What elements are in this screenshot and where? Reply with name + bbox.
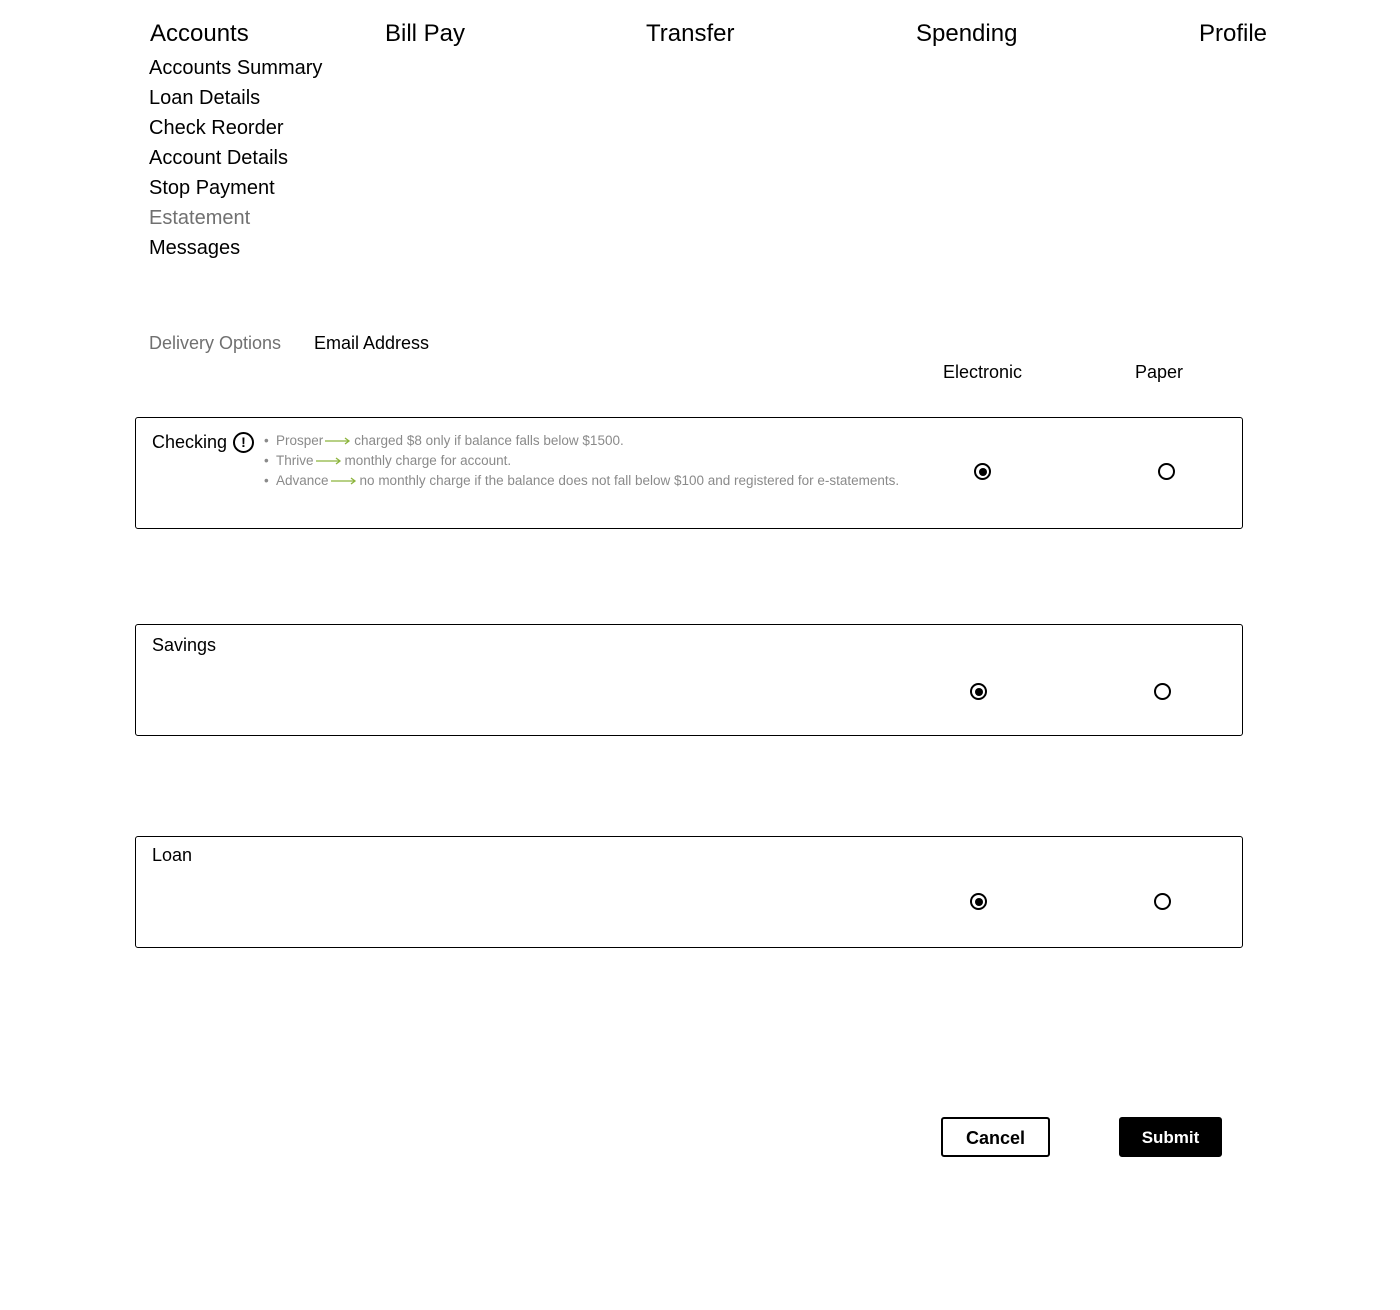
savings-title: Savings	[152, 635, 217, 655]
savings-electronic-radio[interactable]	[970, 683, 987, 700]
checking-title: Checking	[152, 432, 228, 452]
submenu-check-reorder[interactable]: Check Reorder	[149, 117, 284, 139]
checking-electronic-radio[interactable]	[974, 463, 991, 480]
nav-profile[interactable]: Profile	[1199, 20, 1268, 47]
note-advance-text: no monthly charge if the balance does not fall below $100 and registered for e-statements.	[359, 473, 900, 488]
note-thrive-text: monthly charge for account.	[344, 453, 512, 468]
note-advance-name: Advance	[276, 473, 329, 488]
note-thrive-name: Thrive	[276, 453, 314, 468]
submenu-accounts-summary[interactable]: Accounts Summary	[149, 57, 323, 79]
checking-panel	[135, 417, 1243, 529]
loan-title: Loan	[152, 845, 193, 865]
note-prosper-text: charged $8 only if balance falls below $1500.	[354, 433, 624, 448]
nav-accounts[interactable]: Accounts	[150, 20, 249, 47]
note-thrive: • Thrive monthly charge for account.	[264, 453, 512, 468]
note-prosper-name: Prosper	[276, 433, 324, 448]
submenu-account-details[interactable]: Account Details	[149, 147, 288, 169]
tab-delivery-options[interactable]: Delivery Options	[149, 333, 282, 353]
arrow-right-icon	[331, 477, 357, 485]
note-advance: • Advance no monthly charge if the balance does not fall below $100 and registered for e-statements.	[264, 473, 900, 488]
loan-paper-radio[interactable]	[1154, 893, 1171, 910]
submenu-loan-details[interactable]: Loan Details	[149, 87, 261, 109]
column-header-paper: Paper	[1135, 362, 1184, 382]
submenu-messages[interactable]: Messages	[149, 237, 241, 259]
arrow-right-icon	[316, 457, 342, 465]
tab-email-address[interactable]: Email Address	[314, 333, 430, 353]
alert-circle-icon[interactable]: !	[233, 432, 254, 453]
nav-transfer[interactable]: Transfer	[646, 20, 735, 47]
submenu-stop-payment[interactable]: Stop Payment	[149, 177, 275, 199]
nav-spending[interactable]: Spending	[916, 20, 1018, 47]
submenu-estatement[interactable]: Estatement	[149, 207, 251, 229]
savings-paper-radio[interactable]	[1154, 683, 1171, 700]
note-prosper: • Prosper charged $8 only if balance falls below $1500.	[264, 433, 624, 448]
savings-panel	[135, 624, 1243, 736]
checking-paper-radio[interactable]	[1158, 463, 1175, 480]
cancel-button[interactable]: Cancel	[941, 1117, 1050, 1157]
loan-electronic-radio[interactable]	[970, 893, 987, 910]
submit-button[interactable]: Submit	[1119, 1117, 1222, 1157]
arrow-right-icon	[325, 437, 351, 445]
nav-bill-pay[interactable]: Bill Pay	[385, 20, 466, 47]
loan-panel	[135, 836, 1243, 948]
column-header-electronic: Electronic	[943, 362, 1023, 382]
